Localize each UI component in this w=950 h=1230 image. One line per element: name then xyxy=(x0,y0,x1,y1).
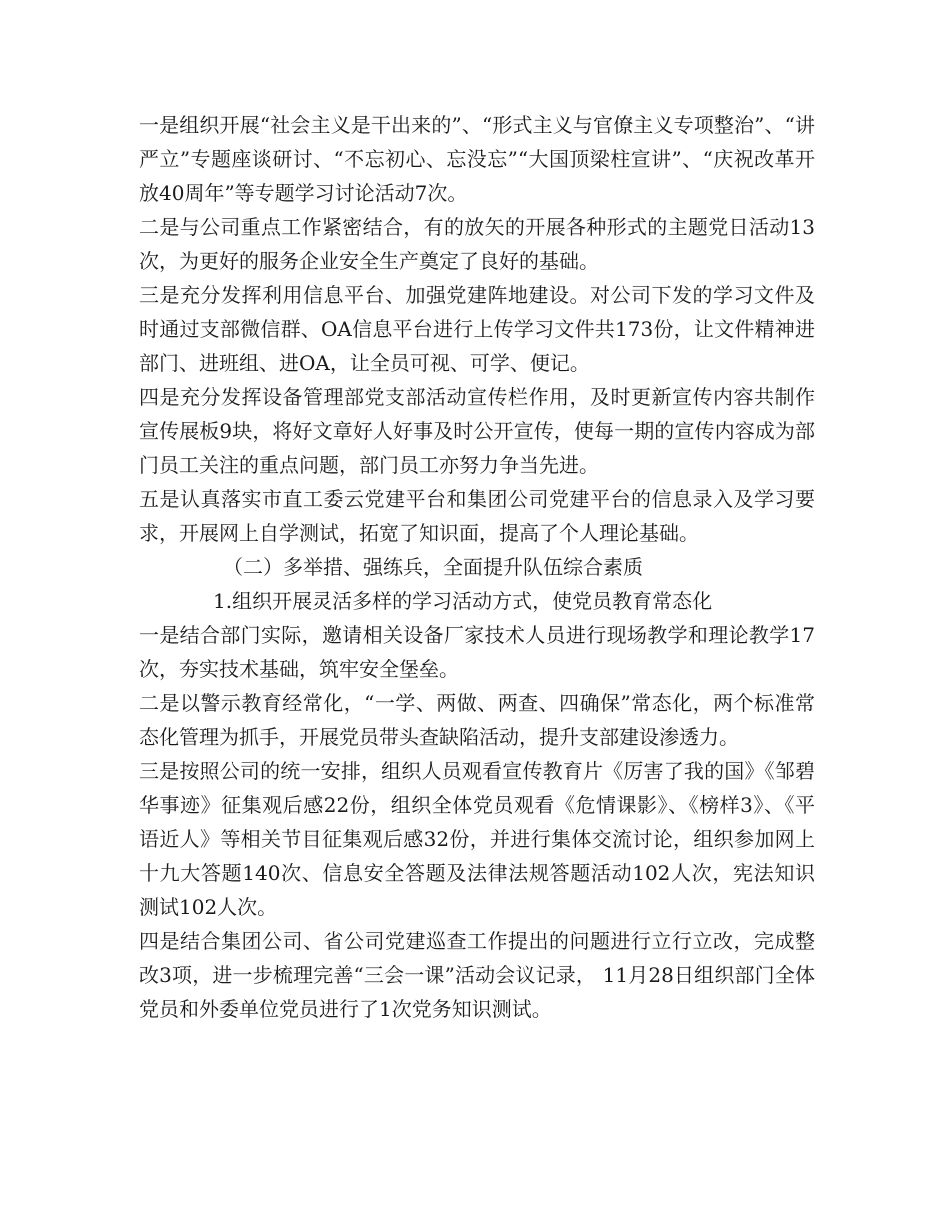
paragraph-item-6: 一是结合部门实际，邀请相关设备厂家技术人员进行现场教学和理论教学17次，夯实技术基础，筑牢安全堡垒。 xyxy=(139,623,815,681)
document-body xyxy=(139,108,815,1026)
sub-heading: 1.组织开展灵活多样的学习活动方式，使党员教育常态化 xyxy=(213,589,713,613)
paragraph-item-3: 三是充分发挥利用信息平台、加强党建阵地建设。对公司下发的学习文件及时通过支部微信群、OA信息平台进行上传学习文件共173份，让文件精神进部门、进班组、进OA，让全员可视、可学、便记。 xyxy=(139,283,815,375)
paragraph-item-1: 一是组织开展“社会主义是干出来的”、“形式主义与官僚主义专项整治”、“讲严立”专题座谈研讨、“不忘初心、忘没忘”“大国顶梁柱宣讲”、“庆祝改革开放40周年”等专题学习讨论活动7次。 xyxy=(139,113,815,205)
paragraph-item-2: 二是与公司重点工作紧密结合，有的放矢的开展各种形式的主题党日活动13次，为更好的服务企业安全生产奠定了良好的基础。 xyxy=(139,215,815,273)
paragraph-item-8: 三是按照公司的统一安排，组织人员观看宣传教育片《厉害了我的国》《邹碧华事迹》征集观后感22份，组织全体党员观看《危情课影》、《榜样3》、《平语近人》等相关节目征集观后感32份，并进行集体交流讨论，组织参加网上十九大答题140次、信息安全答题及法律法规答题活动102人次，宪法知识测试102人次。 xyxy=(139,759,815,919)
paragraph-item-7: 二是以警示教育经常化，“一学、两做、两查、四确保”常态化，两个标准常态化管理为抓手，开展党员带头查缺陷活动，提升支部建设渗透力。 xyxy=(139,691,815,749)
paragraph-item-4: 四是充分发挥设备管理部党支部活动宣传栏作用，及时更新宣传内容共制作宣传展板9块，将好文章好人好事及时公开宣传，使每一期的宣传内容成为部门员工关注的重点问题，部门员工亦努力争当先进。 xyxy=(139,385,815,477)
section-heading: （二）多举措、强练兵，全面提升队伍综合素质 xyxy=(223,555,643,579)
paragraph-item-5: 五是认真落实市直工委云党建平台和集团公司党建平台的信息录入及学习要求，开展网上自学测试，拓宽了知识面，提高了个人理论基础。 xyxy=(139,487,815,545)
paragraph-item-9: 四是结合集团公司、省公司党建巡查工作提出的问题进行立行立改，完成整改3项，进一步梳理完善“三会一课”活动会议记录， 11月28日组织部门全体党员和外委单位党员进行了1次党务知识测试。 xyxy=(139,929,815,1021)
